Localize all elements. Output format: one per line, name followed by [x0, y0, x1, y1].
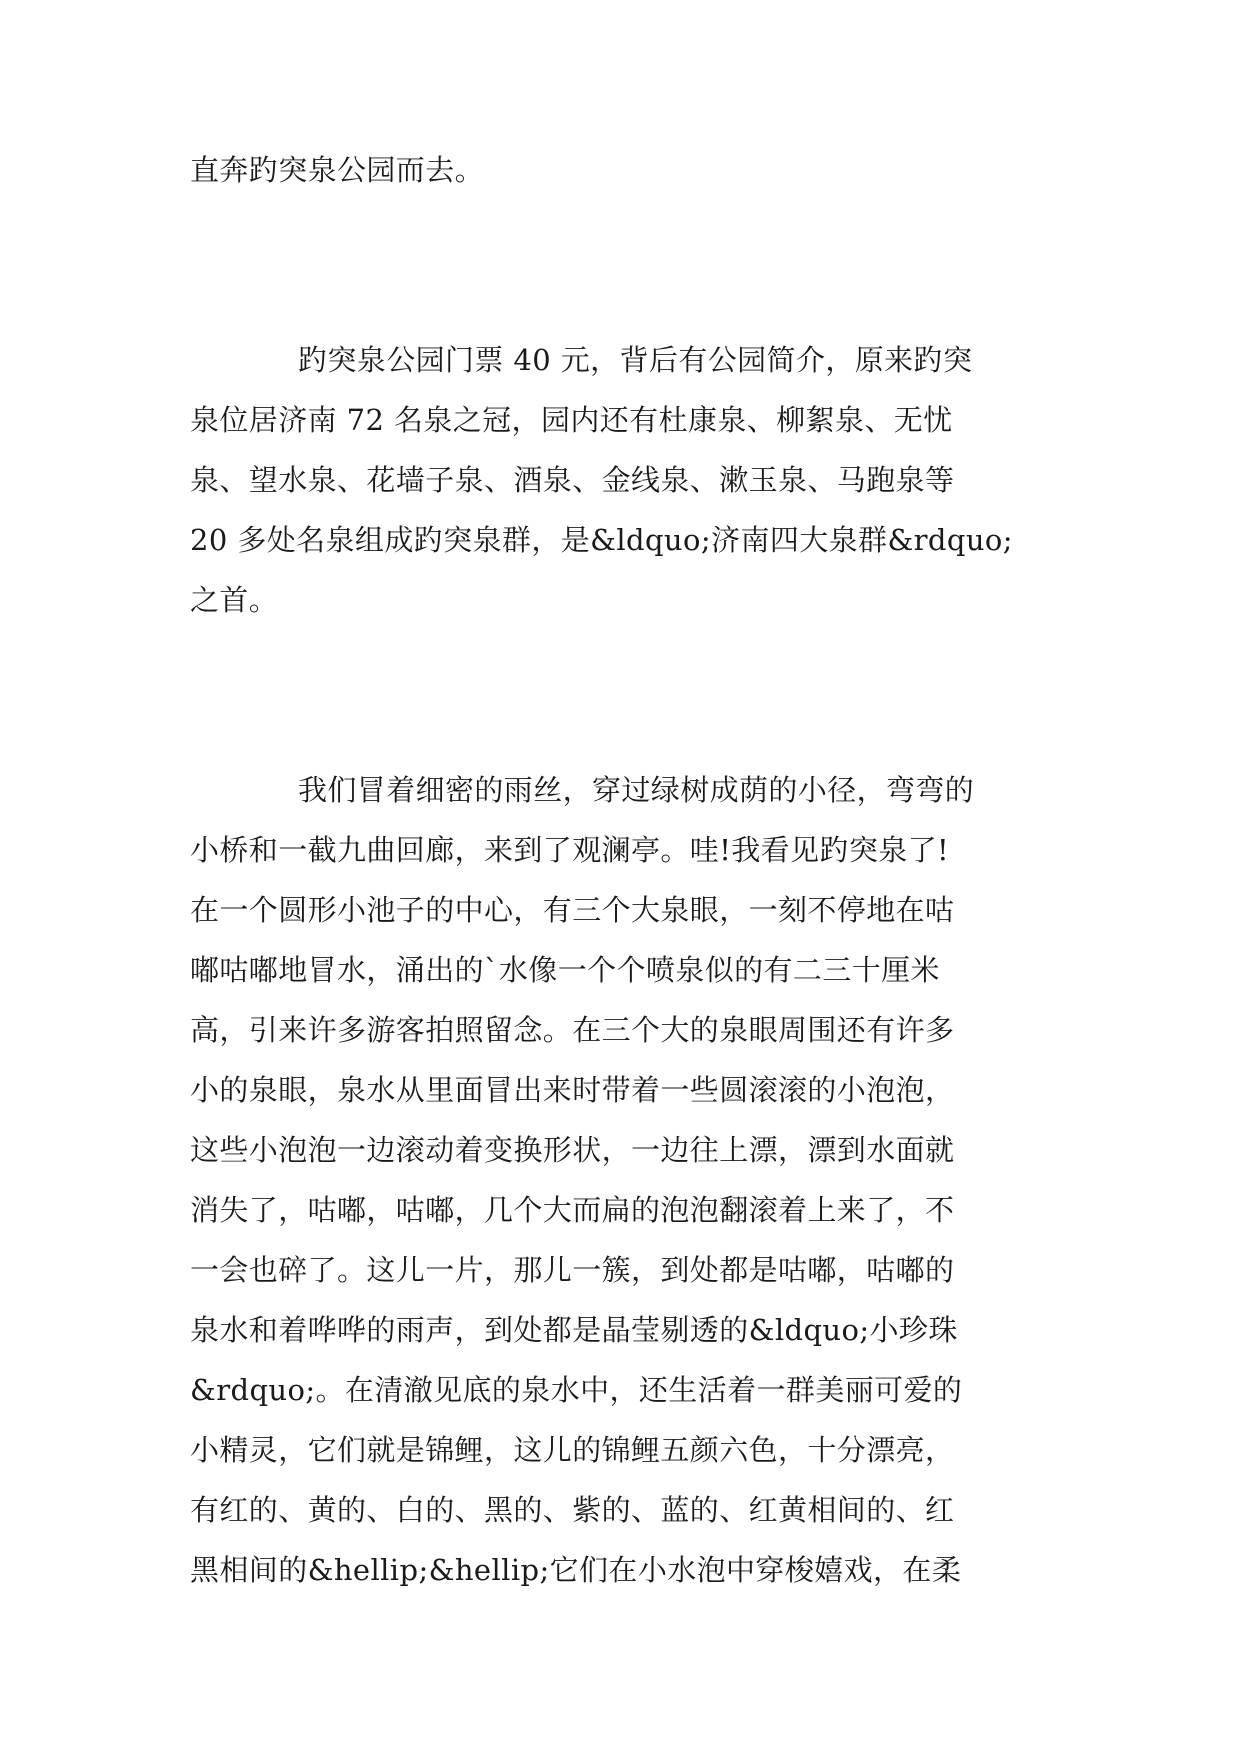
text-line: 有红的、黄的、白的、黑的、紫的、蓝的、红黄相间的、红: [190, 1493, 955, 1527]
text-line: 嘟咕嘟地冒水，涌出的`水像一个个喷泉似的有二三十厘米: [190, 953, 940, 987]
text-line: 一会也碎了。这儿一片，那儿一簇，到处都是咕嘟，咕嘟的: [190, 1253, 955, 1287]
text-line: 20 多处名泉组成趵突泉群，是&ldquo;济南四大泉群&rdquo;: [190, 523, 1013, 557]
text-line: &rdquo;。在清澈见底的泉水中，还生活着一群美丽可爱的: [190, 1373, 963, 1407]
text-line: 黑相间的&hellip;&hellip;它们在小水泡中穿梭嬉戏，在柔: [190, 1553, 962, 1587]
text-line: 我们冒着细密的雨丝，穿过绿树成荫的小径，弯弯的: [298, 773, 975, 807]
text-line: 泉水和着哗哗的雨声，到处都是晶莹剔透的&ldquo;小珍珠: [190, 1313, 958, 1347]
text-line: 小的泉眼，泉水从里面冒出来时带着一些圆滚滚的小泡泡，: [190, 1073, 955, 1107]
text-line: 消失了，咕嘟，咕嘟，几个大而扁的泡泡翻滚着上来了，不: [190, 1193, 955, 1227]
text-line: 泉位居济南 72 名泉之冠，园内还有杜康泉、柳絮泉、无忧: [190, 403, 953, 437]
text-line: 之首。: [190, 583, 279, 617]
text-line: 泉、望水泉、花墙子泉、酒泉、金线泉、漱玉泉、马跑泉等: [190, 463, 955, 497]
text-line: 在一个圆形小池子的中心，有三个大泉眼，一刻不停地在咕: [190, 893, 955, 927]
text-line: 这些小泡泡一边滚动着变换形状，一边往上漂，漂到水面就: [190, 1133, 955, 1167]
text-line: 高，引来许多游客拍照留念。在三个大的泉眼周围还有许多: [190, 1013, 955, 1047]
text-line: 小桥和一截九曲回廊，来到了观澜亭。哇!我看见趵突泉了!: [190, 833, 950, 867]
text-line: 直奔趵突泉公园而去。: [190, 153, 485, 187]
text-line: 小精灵，它们就是锦鲤，这儿的锦鲤五颜六色，十分漂亮，: [190, 1433, 955, 1467]
text-line: 趵突泉公园门票 40 元，背后有公园简介，原来趵突: [298, 343, 973, 377]
